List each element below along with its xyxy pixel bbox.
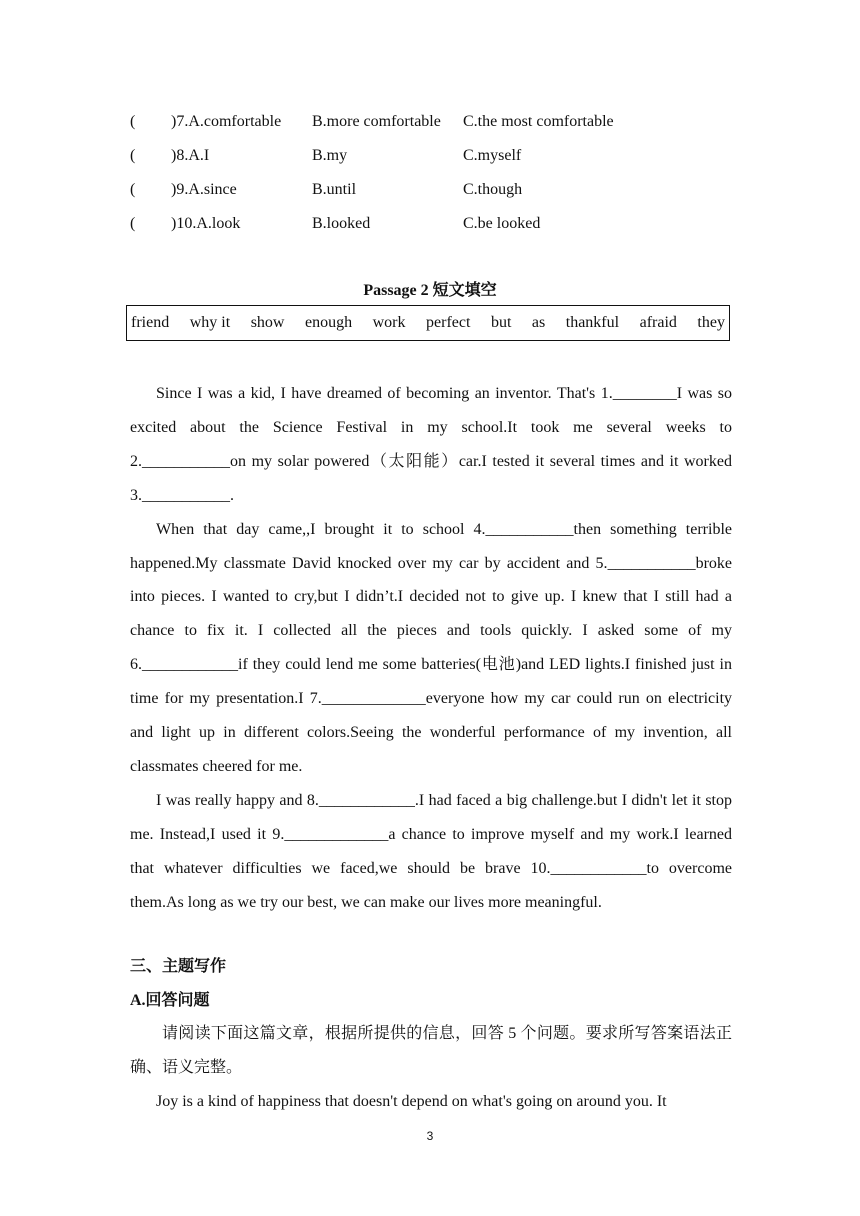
blank-1[interactable]: ________ xyxy=(612,385,677,402)
blank-8[interactable]: ____________ xyxy=(318,791,415,809)
option-c: C.though xyxy=(463,181,523,198)
word-box-item: thankful xyxy=(565,314,620,331)
blank-4[interactable]: ___________ xyxy=(485,520,574,538)
passage-title: Passage 2 短文填空 xyxy=(363,282,497,299)
article-first-line: Joy is a kind of happiness that doesn't depend on what's going on around you. It xyxy=(156,1092,667,1110)
passage-text: everyone how my car could run on electricity and light up in different colors.Seeing the wonderful performance of my invention, all classmates cheered for me. xyxy=(130,690,733,775)
blank-2[interactable]: ___________ xyxy=(142,452,230,470)
instruction-text: 请阅读下面这篇文章，根据所提供的信息，回答 5 个问题。要求所写答案语法正确、语义完整。 xyxy=(130,1025,732,1076)
word-box xyxy=(126,305,730,341)
passage-text: on my solar powered（太阳能）car.I tested it several times and it worked 3. xyxy=(130,452,732,504)
word-box-item: perfect xyxy=(426,314,471,331)
word-box-item: afraid xyxy=(639,314,677,331)
passage-text: When that day came,,I brought it to school 4. xyxy=(156,520,486,538)
option-a: )8.A.I xyxy=(171,147,210,164)
passage-body xyxy=(130,377,732,920)
blank-9[interactable]: _____________ xyxy=(284,825,389,843)
option-b: B.looked xyxy=(312,215,371,232)
option-b: B.more comfortable xyxy=(312,113,441,130)
option-b: B.my xyxy=(312,147,348,164)
paragraph-3 xyxy=(130,784,732,920)
word-box-item: work xyxy=(372,314,406,331)
paragraph-2 xyxy=(130,513,732,784)
answer-paren: ( xyxy=(130,147,136,164)
option-c: C.be looked xyxy=(463,215,541,232)
word-box-item: why it xyxy=(189,314,231,331)
answer-paren: ( xyxy=(130,113,136,130)
option-c: C.myself xyxy=(463,147,522,164)
option-a: )10.A.look xyxy=(171,215,241,232)
passage-text: . xyxy=(230,486,234,504)
blank-10[interactable]: ____________ xyxy=(550,859,647,877)
blank-7[interactable]: _____________ xyxy=(321,690,426,708)
passage-text: to overcome them.As long as we try our best, we can make our lives more meaningful. xyxy=(130,859,732,911)
paragraph-1 xyxy=(130,377,732,513)
answer-paren: ( xyxy=(130,181,136,198)
answer-paren: ( xyxy=(130,215,136,232)
passage-text: a chance to improve myself and my work.I learned that whatever difficulties we faced,we should be brave 10. xyxy=(130,825,732,877)
passage-text: Since I was a kid, I have dreamed of becoming an inventor. That's 1. xyxy=(156,385,613,402)
option-c: C.the most comfortable xyxy=(463,113,614,130)
word-box-item: friend xyxy=(131,314,170,331)
passage-text: then something terrible happened.My classmate David knocked over my car by accident and 5. xyxy=(130,520,733,572)
word-box-item: they xyxy=(697,314,725,331)
section-heading: 三、主题写作 xyxy=(130,958,227,975)
blank-5[interactable]: ___________ xyxy=(607,554,696,572)
instruction-block xyxy=(130,1017,732,1119)
word-box-item: enough xyxy=(304,314,353,331)
option-b: B.until xyxy=(312,181,357,198)
passage-text: I was really happy and 8. xyxy=(156,791,319,809)
option-a: )9.A.since xyxy=(171,181,237,198)
word-box-item: show xyxy=(250,314,285,331)
blank-6[interactable]: ____________ xyxy=(142,656,238,674)
blank-3[interactable]: ___________ xyxy=(142,486,230,504)
word-box-item: but xyxy=(490,314,512,331)
sub-heading: A.回答问题 xyxy=(130,992,210,1009)
option-a: )7.A.comfortable xyxy=(171,113,282,130)
passage-text: broke into pieces. I wanted to cry,but I didn’t.I decided not to give up. I knew that I still had a chance to fix it. I collected all the pieces and tools quickly. I asked some of my 6. xyxy=(130,554,732,674)
page-number: 3 xyxy=(426,1129,434,1143)
passage-text: I was so excited about the Science Festival in my school.It took me several weeks to 2. xyxy=(130,385,733,470)
passage-text: .I had faced a big challenge.but I didn't let it stop me. Instead,I used it 9. xyxy=(130,791,732,843)
passage-text: if they could lend me some batteries(电池)and LED lights.I finished just in time for my presentation.I 7. xyxy=(130,656,732,708)
word-box-item: as xyxy=(531,314,546,331)
